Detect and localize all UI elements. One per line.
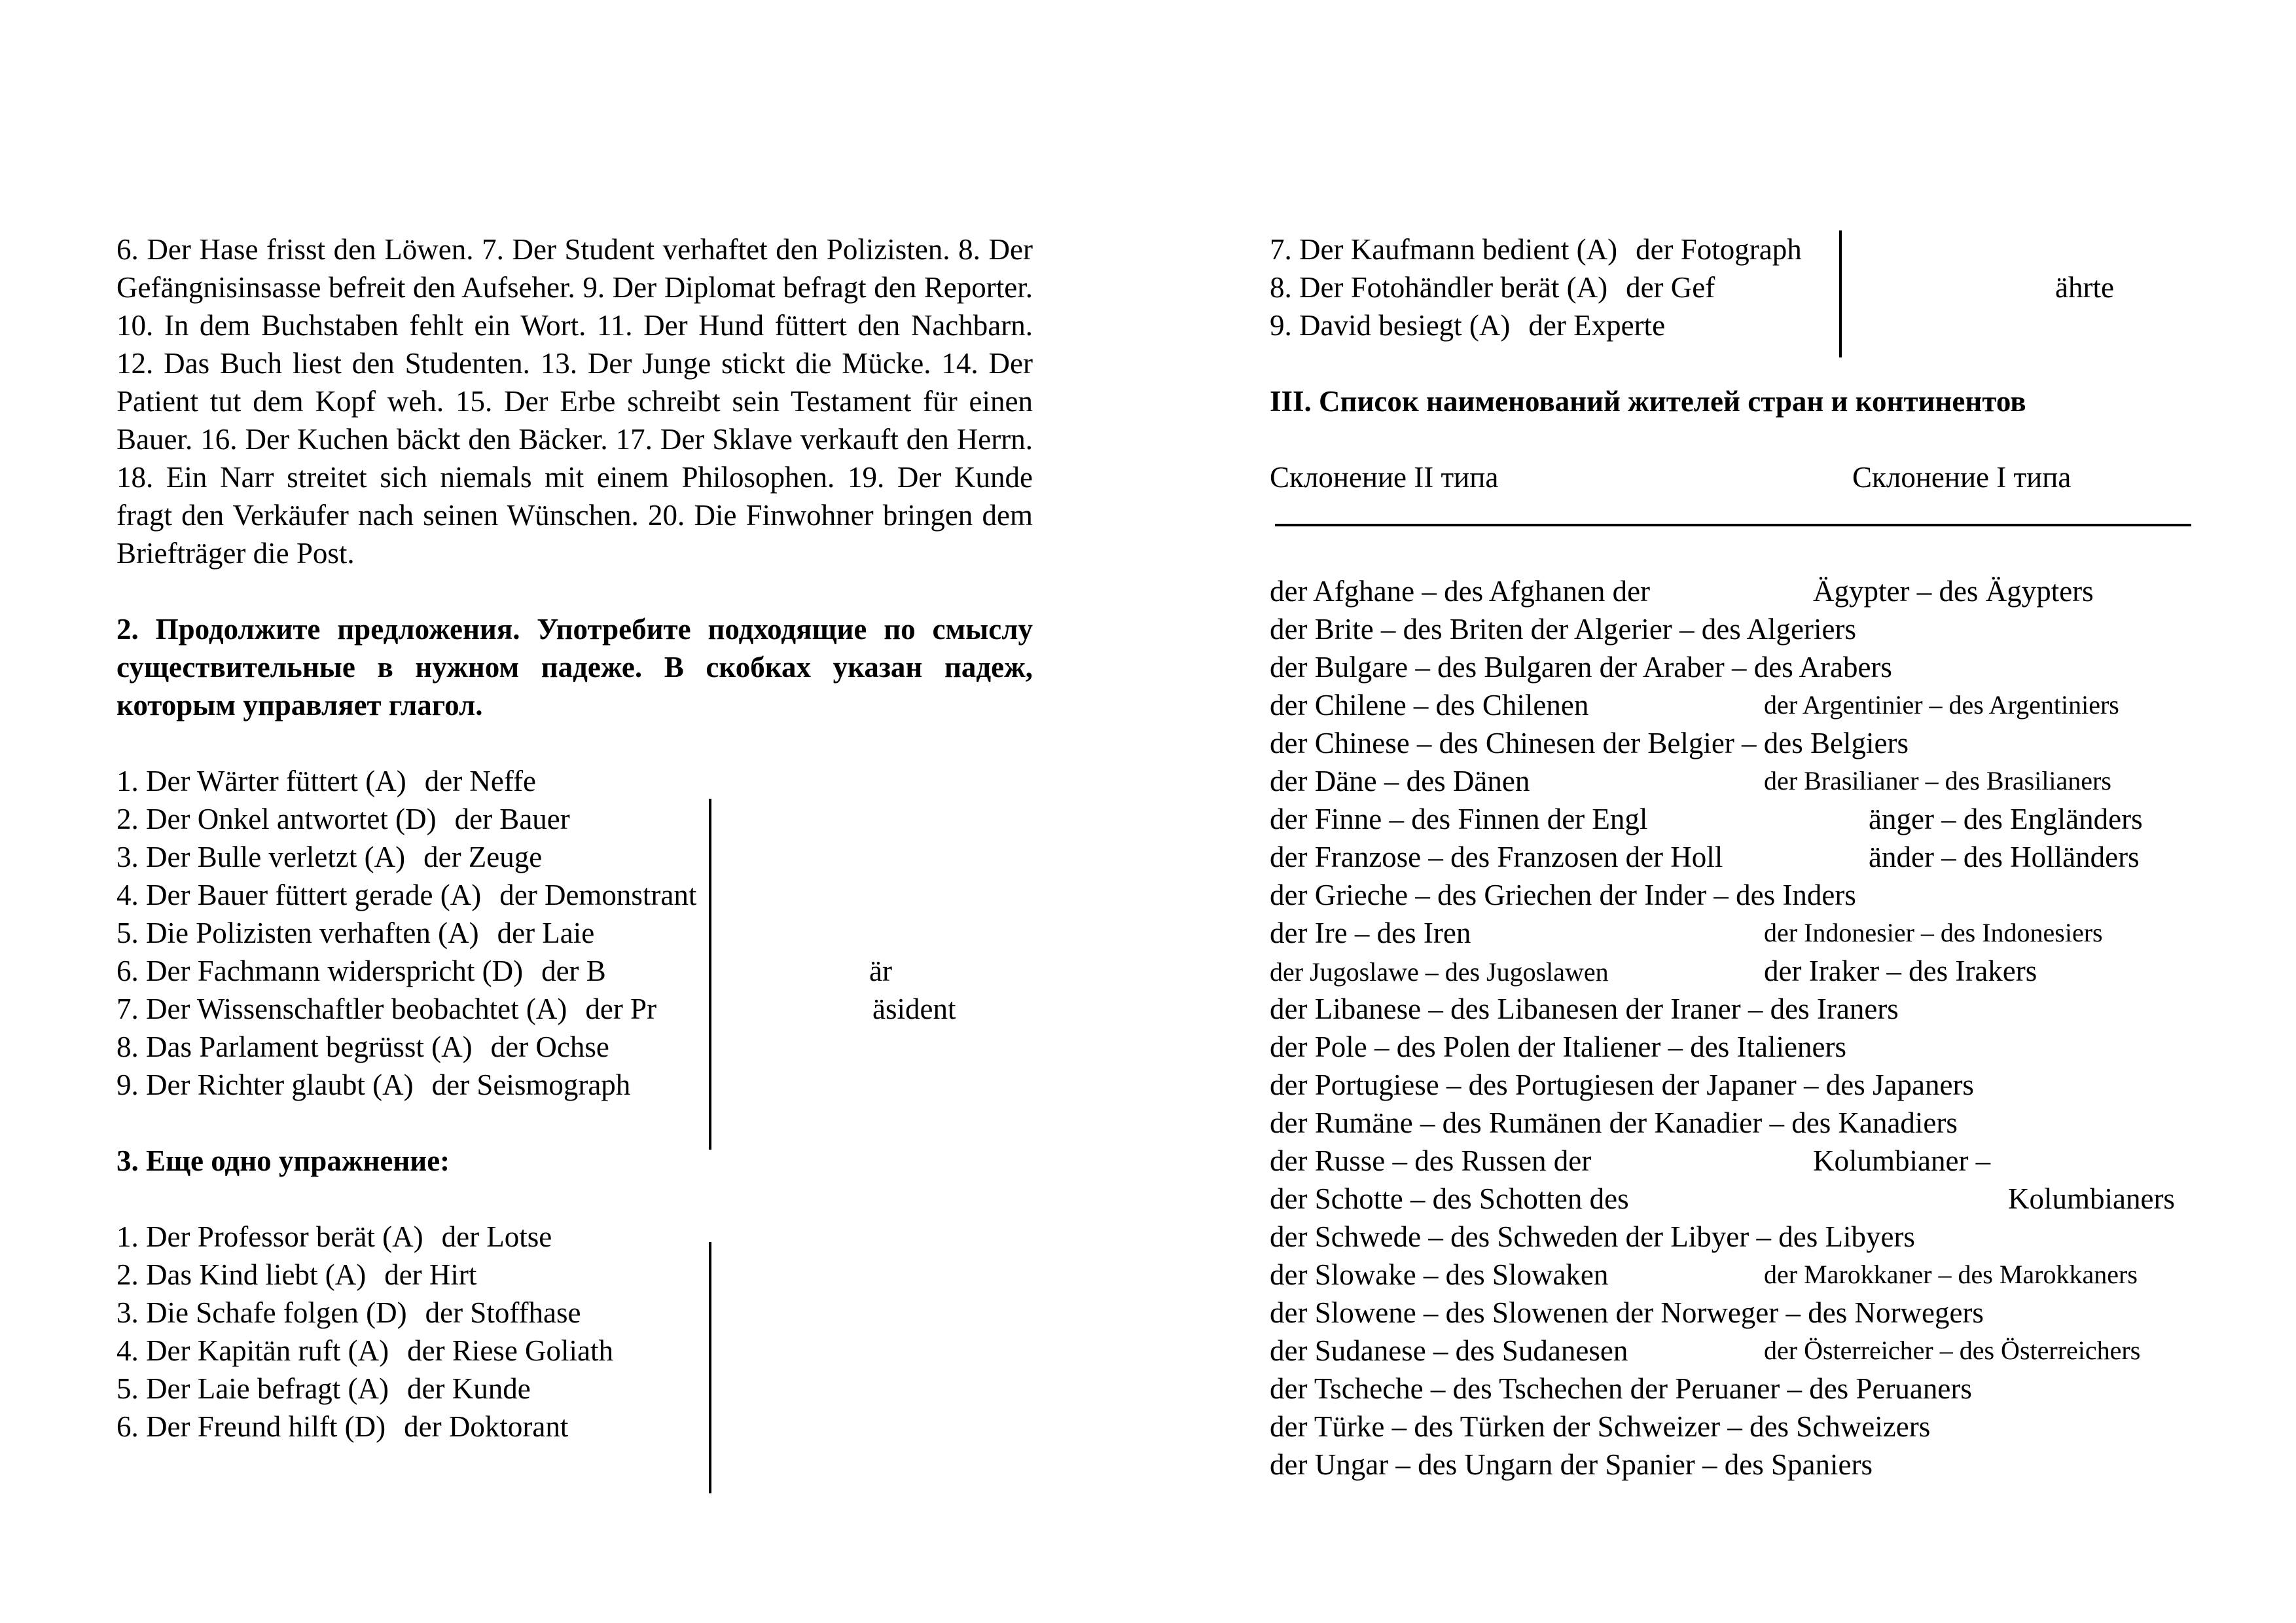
declension-2-heading: Склонение II типа: [1270, 461, 1499, 494]
nationality-entry: der Schotte – des Schotten des: [1270, 1182, 1629, 1215]
noun-text: der Doktorant: [404, 1410, 569, 1443]
noun-text: der Pr: [585, 993, 657, 1025]
nationality-entry: der Bulgare – des Bulgaren der Araber – des Arabers: [1270, 651, 1892, 684]
exercise3-item: [117, 1294, 1033, 1332]
exercise3-item: [117, 1256, 1033, 1294]
exercise3-heading: 3. Еще одно упражнение:: [117, 1144, 450, 1177]
nationality-row: [1270, 1256, 2199, 1294]
exercise2-item: [117, 838, 1033, 876]
nationality-entry: der Schwede – des Schweden der Libyer – des Libyers: [1270, 1220, 1915, 1253]
noun-fragment: äsident: [872, 993, 956, 1025]
column-headings: [1270, 458, 2199, 496]
nationality-entry: änger – des Engländers: [1869, 803, 2143, 835]
sentence-text: 2. Das Kind liebt (A): [117, 1258, 367, 1291]
nationality-entry: der Libanese – des Libanesen der Iraner – des Iraners: [1270, 993, 1899, 1025]
exercise2-list: [117, 762, 1033, 1104]
nationality-entry: Kolumbianers: [2008, 1182, 2175, 1215]
nationality-entry: der Marokkaner – des Marokkaners: [1764, 1260, 2138, 1289]
nationality-entry: der Finne – des Finnen der Engl: [1270, 803, 1648, 835]
exercise3-item: [1270, 268, 2199, 306]
noun-text: der Lotse: [441, 1220, 552, 1253]
nationality-row: [1270, 572, 2199, 610]
nationality-entry: der Rumäne – des Rumänen der Kanadier – des Kanadiers: [1270, 1106, 1958, 1139]
nationality-row: [1270, 1142, 2199, 1180]
nationality-row: [1270, 1332, 2199, 1370]
exercise2-item: [117, 1066, 1033, 1104]
noun-fragment: är: [869, 955, 892, 987]
exercise3-item: [117, 1370, 1033, 1408]
nationality-row: [1270, 838, 2199, 876]
exercise3-list: [117, 1218, 1033, 1446]
nationality-row: [1270, 686, 2199, 724]
noun-text: der Demonstrant: [499, 879, 697, 911]
left-column: [117, 230, 1033, 1446]
sentence-text: 1. Der Wärter füttert (A): [117, 765, 406, 797]
nationality-entry: der Däne – des Dänen: [1270, 765, 1530, 797]
nationality-entry: der Franzose – des Franzosen der Holl: [1270, 841, 1723, 873]
noun-text: der Kunde: [407, 1372, 531, 1405]
noun-fragment: ährte: [2055, 271, 2114, 304]
nationality-entry: änder – des Holländers: [1869, 841, 2140, 873]
nationality-row: [1270, 990, 2199, 1028]
nationalities-list: [1270, 572, 2199, 1484]
nationality-row: [1270, 1066, 2199, 1104]
noun-text: der Fotograph: [1636, 233, 1802, 266]
nationality-entry: der Brasilianer – des Brasilianers: [1764, 766, 2111, 795]
exercise2-item: [117, 990, 1033, 1028]
nationality-entry: der Brite – des Briten der Algerier – des Algeriers: [1270, 613, 1856, 646]
sentence-text: 6. Der Freund hilft (D): [117, 1410, 386, 1443]
nationality-row: [1270, 1370, 2199, 1408]
sentence-text: 5. Der Laie befragt (A): [117, 1372, 389, 1405]
nationality-entry: der Indonesier – des Indonesiers: [1764, 918, 2103, 947]
nationality-row: [1270, 1104, 2199, 1142]
noun-text: der Zeuge: [423, 841, 543, 873]
sentence-text: 6. Der Fachmann widerspricht (D): [117, 955, 524, 987]
exercise3-continued-list: [1270, 230, 2199, 344]
nationality-entry: der Türke – des Türken der Schweizer – des Schweizers: [1270, 1410, 1931, 1443]
nationality-row: [1270, 610, 2199, 648]
nationality-row: [1270, 762, 2199, 800]
nationality-entry: der Slowene – des Slowenen der Norweger – des Norwegers: [1270, 1296, 1984, 1329]
nationality-entry: der Iraker – des Irakers: [1764, 955, 2037, 987]
noun-text: der Stoffhase: [425, 1296, 581, 1329]
nationality-row: [1270, 648, 2199, 686]
nationality-row: [1270, 1294, 2199, 1332]
sentence-text: 3. Der Bulle verletzt (A): [117, 841, 406, 873]
nationality-row: [1270, 1446, 2199, 1484]
nationality-entry: der Ungar – des Ungarn der Spanier – des Spaniers: [1270, 1448, 1873, 1481]
exercise2-item: [117, 876, 1033, 914]
sentence-text: 1. Der Professor berät (A): [117, 1220, 423, 1253]
nationality-entry: der Slowake – des Slowaken: [1270, 1258, 1609, 1291]
sentence-text: 2. Der Onkel antwortet (D): [117, 803, 437, 835]
nationality-row: [1270, 1028, 2199, 1066]
sentence-text: 4. Der Kapitän ruft (A): [117, 1334, 389, 1367]
nationality-row: [1270, 1408, 2199, 1446]
noun-text: der Seismograph: [431, 1068, 631, 1101]
exercise2-item: [117, 952, 1033, 990]
noun-text: der Riese Goliath: [407, 1334, 614, 1367]
exercise2-blank-divider: [709, 799, 711, 1150]
exercise2-item: [117, 762, 1033, 800]
column-heading-rule: [1275, 524, 2191, 526]
nationality-entry: der Afghane – des Afghanen der: [1270, 575, 1651, 608]
nationality-entry: der Grieche – des Griechen der Inder – des Inders: [1270, 879, 1856, 911]
noun-text: der Gef: [1626, 271, 1715, 304]
exercise2-heading: 2. Продолжите предложения. Употребите подходящие по смыслу существительные в нужном падеже. В скобках указан падеж, которым управляет глагол.: [117, 613, 1033, 721]
sentence-text: 5. Die Polizisten verhaften (A): [117, 917, 479, 949]
nationality-entry: der Sudanese – des Sudanesen: [1270, 1334, 1628, 1367]
exercise3-item: [117, 1408, 1033, 1446]
exercise2-item: [117, 1028, 1033, 1066]
nationality-entry: der Portugiese – des Portugiesen der Japaner – des Japaners: [1270, 1068, 1974, 1101]
nationality-entry: der Tscheche – des Tschechen der Peruaner – des Peruaners: [1270, 1372, 1972, 1405]
exercise3-item: [117, 1218, 1033, 1256]
nationality-entry: Kolumbianer –: [1813, 1144, 1991, 1177]
exercise3-continued-divider: [1839, 230, 1842, 357]
nationality-row: [1270, 724, 2199, 762]
noun-text: der Bauer: [454, 803, 570, 835]
nationality-entry: der Chinese – des Chinesen der Belgier – des Belgiers: [1270, 727, 1909, 759]
sentence-text: 7. Der Kaufmann bedient (A): [1270, 233, 1618, 266]
sentence-text: 7. Der Wissenschaftler beobachtet (A): [117, 993, 567, 1025]
nationality-entry: der Pole – des Polen der Italiener – des Italieners: [1270, 1030, 1846, 1063]
exercise3-item: [1270, 306, 2199, 344]
exercise3-item: [117, 1332, 1033, 1370]
nationality-entry: der Argentinier – des Argentiniers: [1764, 690, 2119, 720]
noun-text: der Ochse: [490, 1030, 609, 1063]
nationality-row: [1270, 1180, 2199, 1218]
sentence-text: 8. Der Fotohändler berät (A): [1270, 271, 1608, 304]
right-column: [1270, 230, 2199, 1484]
exercise2-item: [117, 800, 1033, 838]
sentence-text: 9. Der Richter glaubt (A): [117, 1068, 414, 1101]
exercise3-item: [1270, 230, 2199, 268]
nationality-row: [1270, 876, 2199, 914]
nationality-entry: Ägypter – des Ägypters: [1813, 575, 2094, 608]
nationality-row: [1270, 952, 2199, 990]
exercise1-continuation: 6. Der Hase frisst den Löwen. 7. Der Student verhaftet den Polizisten. 8. Der Gefängnisinsasse befreit den Aufseher. 9. Der Diplomat befragt den Reporter. 10. In dem Buchstaben fehlt ein Wort. 11. Der Hund füttert den Nachbarn. 12. Das Buch liest den Studenten. 13. Der Junge stickt die Mücke. 14. Der Patient tut dem Kopf weh. 15. Der Erbe schreibt sein Testament für einen Bauer. 16. Der Kuchen bäckt den Bäcker. 17. Der Sklave verkauft den Herrn. 18. Ein Narr streitet sich niemals mit einem Philosophen. 19. Der Kunde fragt den Verkäufer nach seinen Wünschen. 20. Die Finwohner bringen dem Briefträger die Post.: [117, 233, 1033, 570]
noun-text: der Hirt: [384, 1258, 477, 1291]
declension-1-heading: Склонение I типа: [1852, 461, 2072, 494]
noun-text: der Experte: [1528, 309, 1666, 342]
sentence-text: 9. David besiegt (A): [1270, 309, 1511, 342]
noun-text: der B: [541, 955, 606, 987]
sentence-text: 8. Das Parlament begrüsst (A): [117, 1030, 473, 1063]
nationality-entry: der Jugoslawe – des Jugoslawen: [1270, 957, 1609, 987]
nationality-entry: der Russe – des Russen der: [1270, 1144, 1592, 1177]
exercise3-blank-divider: [709, 1242, 711, 1493]
nationality-row: [1270, 914, 2199, 952]
nationality-entry: der Ire – des Iren: [1270, 917, 1471, 949]
section-heading: III. Список наименований жителей стран и континентов: [1270, 385, 2026, 418]
nationality-row: [1270, 800, 2199, 838]
noun-text: der Neffe: [424, 765, 537, 797]
sentence-text: 3. Die Schafe folgen (D): [117, 1296, 407, 1329]
noun-text: der Laie: [497, 917, 595, 949]
nationality-entry: der Österreicher – des Österreichers: [1764, 1336, 2141, 1365]
exercise2-item: [117, 914, 1033, 952]
nationality-entry: der Chilene – des Chilenen: [1270, 689, 1589, 721]
nationality-row: [1270, 1218, 2199, 1256]
sentence-text: 4. Der Bauer füttert gerade (A): [117, 879, 482, 911]
